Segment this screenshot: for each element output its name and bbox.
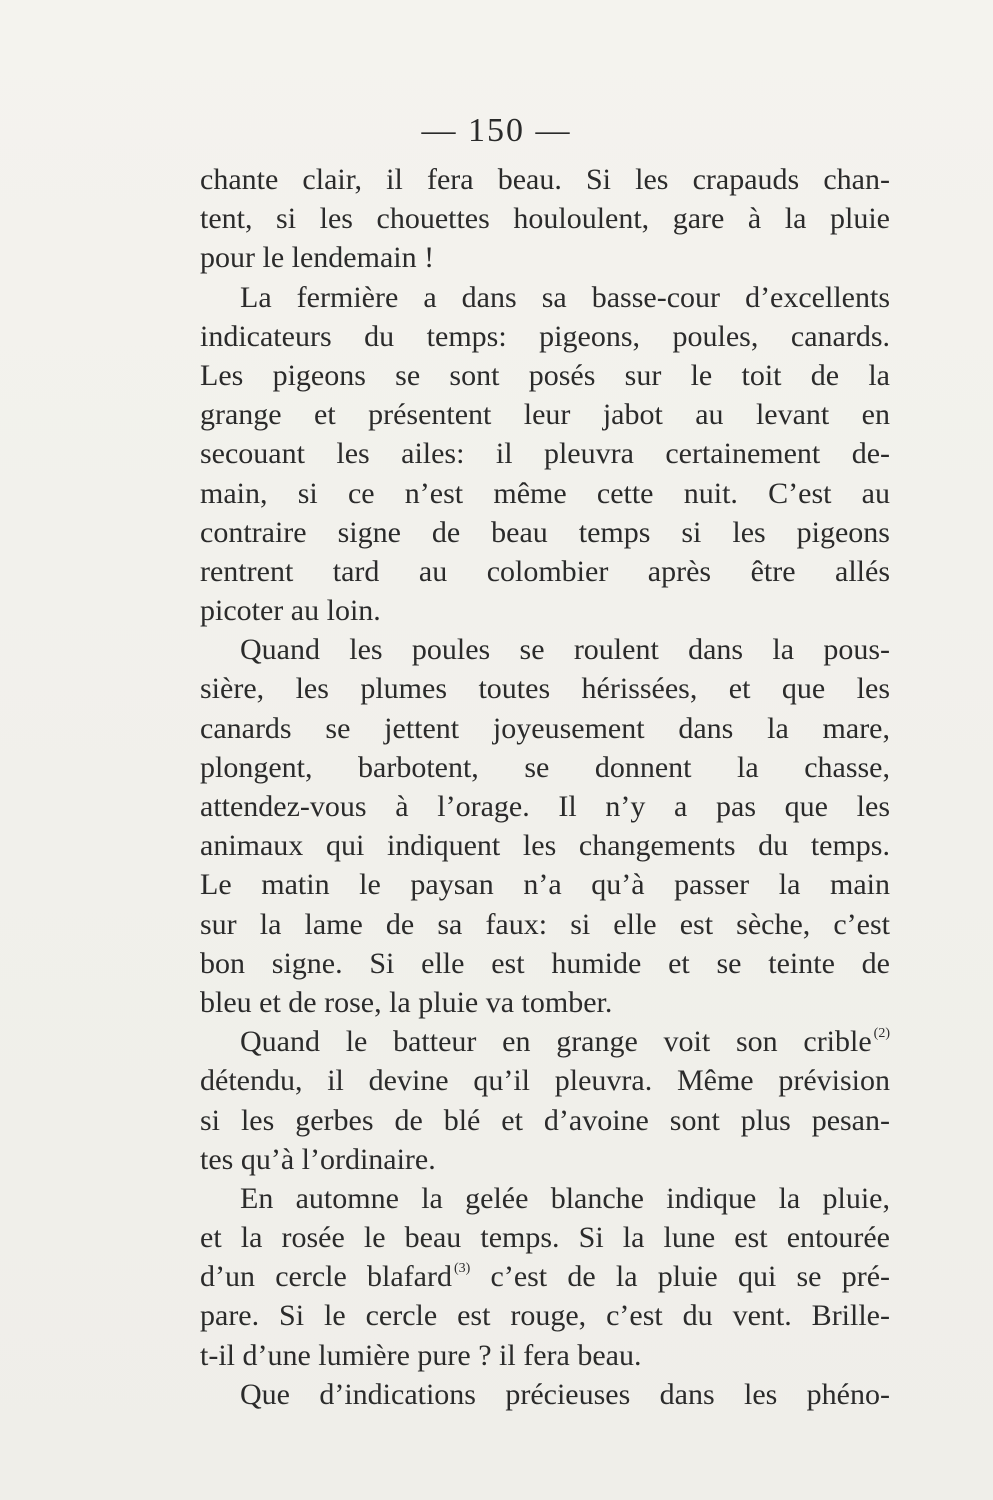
text-line: Le matin le paysan n’a qu’à passer la main — [200, 868, 890, 902]
text-line: rentrent tard au colombier après être allés — [200, 554, 890, 588]
text-line: contraire signe de beau temps si les pigeons — [200, 515, 890, 549]
text-line: détendu, il devine qu’il pleuvra. Même prévision — [200, 1064, 890, 1098]
text-line: animaux qui indiquent les changements du temps. — [200, 829, 890, 863]
text-line: sur la lame de sa faux: si elle est sèche, c’est — [200, 907, 890, 941]
text-line: bleu et de rose, la pluie va tomber. — [200, 985, 613, 1019]
text-line: d’un cercle blafard $^{(3)}$ c’est de la pluie qui se pré- — [200, 1260, 891, 1294]
text-line: pare. Si le cercle est rouge, c’est du vent. Brille- — [200, 1299, 890, 1333]
body-text — [200, 160, 890, 1414]
text-line: tes qu’à l’ordinaire. — [200, 1142, 436, 1176]
text-line: secouant les ailes: il pleuvra certainement de- — [200, 437, 890, 471]
paragraph-start-line: La fermière a dans sa basse-cour d’excellents — [240, 280, 890, 314]
text-line: grange et présentent leur jabot au levant en — [200, 398, 890, 432]
text-line: indicateurs du temps: pigeons, poules, canards. — [200, 319, 890, 353]
text-line: tent, si les chouettes houloulent, gare à la pluie — [200, 202, 890, 236]
text-line: si les gerbes de blé et d’avoine sont plus pesan- — [200, 1103, 890, 1137]
paragraph-start-line: Quand le batteur en grange voit son crible $^{(2)}$ — [240, 1025, 890, 1059]
text-line: canards se jettent joyeusement dans la mare, — [200, 711, 890, 745]
paragraph-start-line: En automne la gelée blanche indique la pluie, — [240, 1181, 890, 1215]
text-line: sière, les plumes toutes hérissées, et que les — [200, 672, 890, 706]
paragraph-start-line: Quand les poules se roulent dans la pous- — [240, 633, 890, 667]
text-line: chante clair, il fera beau. Si les crapauds chan- — [200, 163, 890, 196]
page-number: — 150 — — [421, 112, 572, 149]
footnote-marker: (2) — [873, 1026, 890, 1042]
text-line: pour le lendemain ! — [200, 241, 435, 275]
text-line: bon signe. Si elle est humide et se teinte de — [200, 946, 890, 980]
text-line: t-il d’une lumière pure ? il fera beau. — [200, 1338, 642, 1372]
text-line: Les pigeons se sont posés sur le toit de la — [200, 358, 890, 392]
text-line: picoter au loin. — [200, 594, 381, 628]
text-line: main, si ce n’est même cette nuit. C’est au — [200, 476, 890, 510]
text-line: attendez-vous à l’orage. Il n’y a pas que les — [200, 790, 890, 823]
footnote-marker: (3) — [453, 1261, 471, 1277]
text-line: plongent, barbotent, se donnent la chasse, — [200, 750, 890, 784]
paragraph-start-line: Que d’indications précieuses dans les phéno- — [240, 1377, 890, 1411]
text-line: et la rosée le beau temps. Si la lune est entourée — [200, 1221, 890, 1255]
